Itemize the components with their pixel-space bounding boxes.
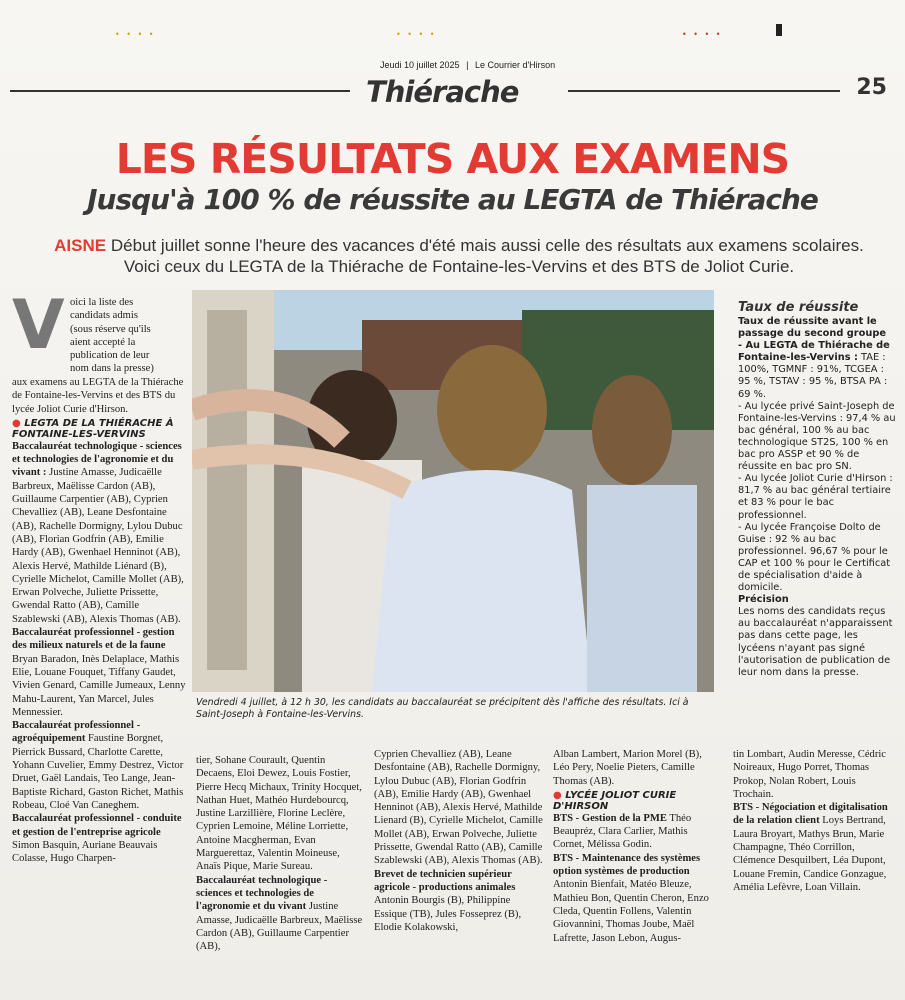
intro-line: candidats admis: [70, 310, 138, 322]
exam-list-entry: Baccalauréat professionnel - agroéquipement Faustine Borgnet, Pierrick Bussard, Charlotte Carette, Yohann Cuvelier, Emmy Destrez, Victor Druet, Gaël Landais, Teo Lange, Jean-Baptiste Richard, Gaston Richet, Mathis Robeau, Cloé Van Caneghem.: [12, 720, 184, 811]
lead-text: Début juillet sonne l'heure des vacances d'été mais aussi celle des résultats aux examens scolaires. Voici ceux du LEGTA de la Thiérache de Fontaine-les-Vervins et des BTS de Joliot Curie.: [106, 236, 864, 276]
exam-list-entry: BTS - Négociation et digitalisation de la relation client Loys Bertrand, Laura Broyart, Mathys Brun, Marie Champagne, Théo Corrillon, Clémence Desquilbert, Léa Dupont, Louane Fremin, Candice Gonzague, Amélia Lefèvre, Loan Villain.: [733, 802, 888, 893]
subheadline: Jusqu'à 100 % de réussite au LEGTA de Thiérache: [87, 183, 818, 216]
drop-cap: V: [12, 286, 65, 365]
article-column-5: [733, 748, 897, 894]
article-column-1-intro: [70, 296, 188, 376]
page-number: 25: [856, 75, 887, 100]
exam-list-entry: Baccalauréat professionnel - gestion des milieux naturels et de la faune Bryan Baradon, Inès Delaplace, Mathis Elie, Louane Fouquet, Tiffany Gaudet, Vivien Genard, Camille Jumeaux, Lenny Mahu-Laurent, Yan Marcel, Jules Mennessier.: [12, 627, 186, 718]
success-rate-sidebar: [738, 300, 898, 679]
divider: [568, 90, 840, 92]
intro-line: oici la liste des: [70, 297, 134, 308]
exam-list-entry: Baccalauréat technologique - sciences et technologies de l'agronomie et du vivant Justine Amasse, Judicaëlle Barbreux, Maëlisse Cardon (AB), Guillaume Carpentier (AB),: [196, 874, 363, 953]
exam-list-entry: Baccalauréat professionnel - conduite et gestion de l'entreprise agricole Simon Basquin, Auriane Beauvais Colasse, Hugo Charpen-: [12, 813, 182, 865]
section-header: [10, 75, 895, 109]
exam-list-entry: BTS - Gestion de la PME Théo Beaupréz, Clara Carlier, Mathis Cornet, Mélissa Godin.: [553, 812, 692, 851]
sidebar-item: - Au lycée privé Saint-Joseph de Fontaine-les-Vervins : 97,4 % au bac général, 100 % au bac technologique ST2S, 100 % en bac pro ASSP et 90 % de réussite en bac pro SN.: [738, 400, 896, 473]
exam-list-entry: Alban Lambert, Marion Morel (B), Léo Pery, Noelie Pieters, Camille Thomas (AB).: [553, 749, 702, 787]
article-column-2: [196, 754, 364, 953]
intro-line: publication de leur: [70, 350, 150, 362]
exam-list-entry: Brevet de technicien supérieur agricole - productions animales Antonin Bourgis (B), Philippine Essique (TB), Jules Fosseprez (B), Elodie Kolakowski,: [374, 868, 522, 933]
divider: [10, 90, 350, 92]
section-title: Thiérache: [366, 75, 519, 109]
exam-list-entry: tin Lombart, Audin Meresse, Cédric Noireaux, Hugo Porret, Thomas Prokop, Nolan Robert, Louis Trochain.: [733, 749, 886, 800]
sidebar-item: - Au LEGTA de Thiérache de Fontaine-les-Vervins : TAE : 100%, TGMNF : 91%, TCGEA : 95 %, TSTAV : 95 %, BTSA PA : 69 %.: [738, 340, 890, 400]
exam-list-entry: Baccalauréat technologique - sciences et technologies de l'agronomie et du vivant : Justine Amasse, Judicaëlle Barbreux, Maëlisse Cardon (AB), Guillaume Carpentier (AB), Cyprien Chevalliez (AB), Leane Desfontaine (AB), Rachelle Dormigny, Lylou Dubuc (AB), Florian Godfrin (AB), Emilie Hardy (AB), Gwenhael Henninot (AB), Alexis Hervé, Mathilde Liénard (B), Cyrielle Michelot, Camille Mollet (AB), Erwan Polveche, Juliette Prissette, Gwendal Ratto (AB), Camille Szablewski (AB), Alexis Thomas (AB).: [12, 440, 184, 625]
article-column-3: [374, 748, 544, 934]
print-crop-mark: [776, 24, 782, 36]
print-registration-marks: • • • •: [396, 30, 437, 39]
print-registration-marks: • • • •: [115, 30, 156, 39]
photo-students-reading-results: [192, 290, 714, 692]
sidebar-intro: Taux de réussite avant le passage du second groupe: [738, 316, 886, 340]
lead-paragraph: [34, 235, 884, 277]
print-registration-marks: • • • •: [682, 30, 723, 39]
sidebar-item: - Au lycée Joliot Curie d'Hirson : 81,7 % au bac général tertiaire et 83 % pour le bac professionnel.: [738, 473, 893, 521]
intro-line: aient accepté la: [70, 336, 136, 348]
section-heading-legta: ● LEGTA DE LA THIÉRACHE À FONTAINE-LES-VERVINS: [12, 417, 174, 440]
intro-continuation: aux examens au LEGTA de la Thiérache de Fontaine-les-Vervins et des BTS du lycée Joliot Curie d'Hirson.: [12, 377, 184, 415]
exam-list-entry: Cyprien Chevalliez (AB), Leane Desfontaine (AB), Rachelle Dormigny, Lylou Dubuc (AB), Florian Godfrin (AB), Emilie Hardy (AB), Gwenhael Henninot (AB), Alexis Hervé, Mathilde Lienard (B), Cyrielle Michelot, Camille Mollet (AB), Erwan Polveche, Juliette Prissette, Gwendal Ratto (AB), Camille Szablewski (AB), Alexis Thomas (AB).: [374, 749, 543, 867]
intro-line: nom dans la presse): [70, 363, 154, 375]
sidebar-item: - Au lycée Françoise Dolto de Guise : 92 % au bac professionnel. 96,67 % pour le CAP et 100 % pour le Certificat de spécialisation d'aide à domicile.: [738, 521, 891, 594]
sidebar-precision-text: Les noms des candidats reçus au baccalauréat n'apparaissent pas dans cette page, les lycéens n'ayant pas signé l'autorisation de publication de leur nom dans la presse.: [738, 606, 893, 678]
article-column-1: [12, 376, 188, 865]
section-heading-joliot-curie: ● LYCÉE JOLIOT CURIE D'HIRSON: [553, 789, 677, 812]
exam-list-entry: BTS - Maintenance des systèmes option systèmes de production Antonin Bienfait, Matéo Bleuze, Mathieu Bon, Quentin Cheron, Enzo Cleda, Quentin Follens, Valentin Giovannini, Thomas Joube, Maël Lafrette, Jason Lebon, Augus-: [553, 852, 709, 944]
sidebar-title: Taux de réussite: [738, 300, 859, 315]
article-column-4: [553, 748, 719, 945]
sidebar-precision-title: Précision: [738, 594, 789, 606]
dateline: Jeudi 10 juillet 2025 | Le Courrier d'Hirson: [380, 60, 556, 70]
exam-list-entry: tier, Sohane Courault, Quentin Decaens, Eloi Dewez, Louis Fostier, Pierre Hecq Michaux, Trinity Hocquet, Nathan Huet, Mathéo Hurdebourcq, Justine Larzillière, Florine Leclère, Cyprien Lemoine, Méline Lorriette, Antoine Macgherman, Evan Marguerettaz, Valentin Moineuse, Anaïs Pique, Marie Sureau.: [196, 755, 362, 873]
intro-line: (sous réserve qu'ils: [70, 323, 151, 335]
photo-caption: Vendredi 4 juillet, à 12 h 30, les candidats au baccalauréat se précipitent dès l'affiche des résultats. Ici à Saint-Joseph à Fontaine-les-Vervins.: [196, 697, 689, 720]
headline: LES RÉSULTATS AUX EXAMENS: [115, 135, 790, 183]
location-tag: AISNE: [54, 236, 107, 255]
